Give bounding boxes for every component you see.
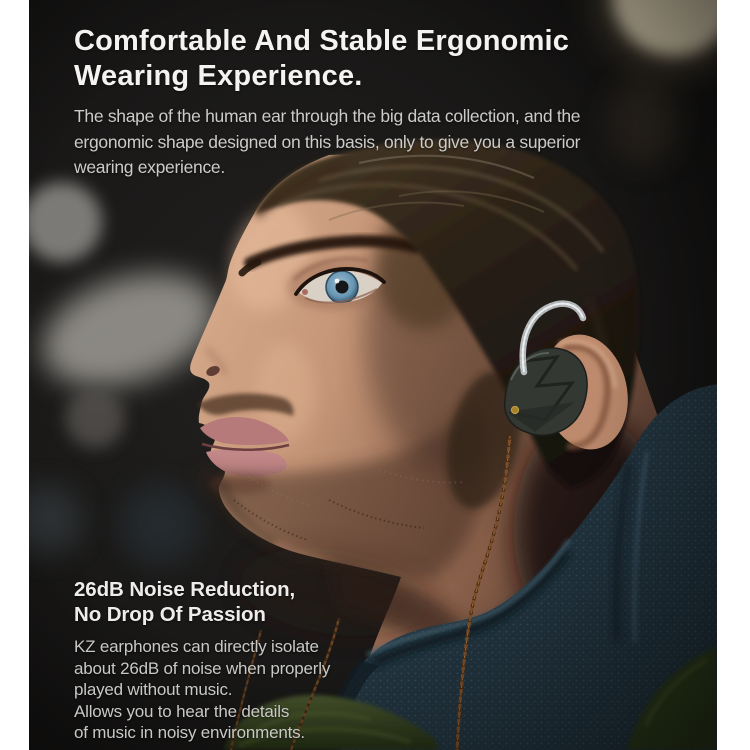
feature-heading-line-1: 26dB Noise Reduction, bbox=[74, 578, 296, 601]
feature-body-line-1: KZ earphones can directly isolate bbox=[74, 637, 319, 656]
product-photo bbox=[29, 0, 717, 750]
feature-body-line-5: of music in noisy environments. bbox=[74, 723, 305, 742]
hero-title-line-1: Comfortable And Stable Ergonomic bbox=[74, 25, 570, 57]
hero-title-line-2: Wearing Experience. bbox=[74, 60, 363, 92]
vignette bbox=[29, 0, 717, 750]
photo-illustration bbox=[29, 0, 717, 750]
hero-subtitle-line-2: ergonomic shape designed on this basis, only to give you a superior bbox=[74, 131, 581, 152]
hero-subtitle-line-1: The shape of the human ear through the big data collection, and the bbox=[74, 106, 581, 126]
feature-heading-line-2: No Drop Of Passion bbox=[74, 603, 266, 626]
feature-body-line-3: played without music. bbox=[74, 680, 233, 699]
feature-body-line-2: about 26dB of noise when properly bbox=[74, 658, 331, 678]
hero-subtitle-line-3: wearing experience. bbox=[74, 157, 225, 177]
feature-body-line-4: Allows you to hear the details bbox=[74, 701, 290, 721]
